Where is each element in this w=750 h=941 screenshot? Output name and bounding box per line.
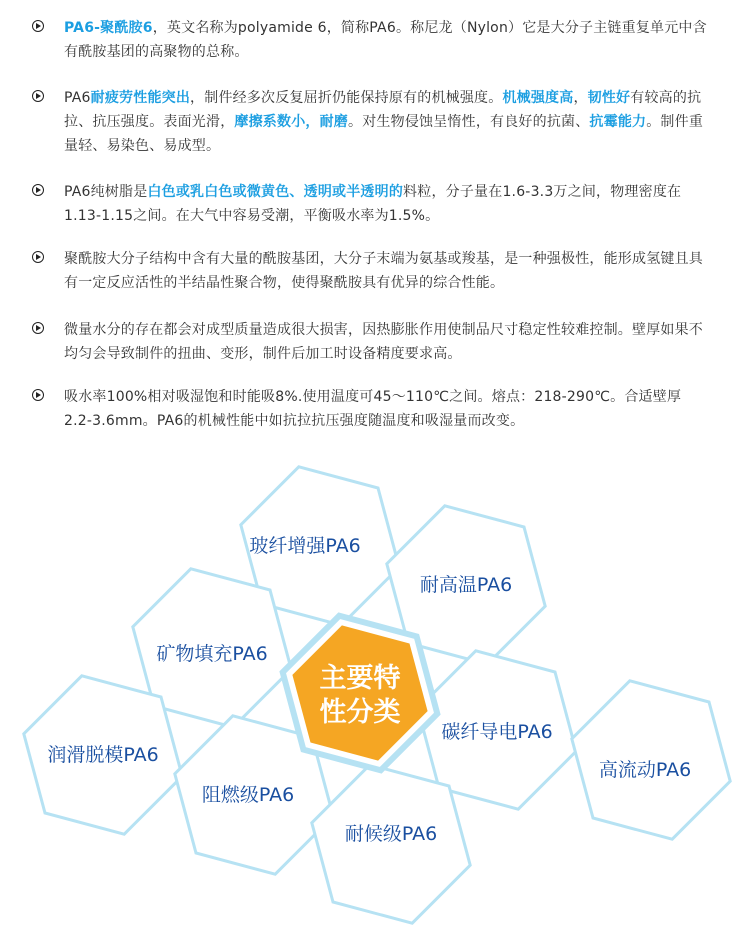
- play-circle-icon: [32, 90, 44, 102]
- paragraph-text: [64, 16, 707, 64]
- body-text: 微量水分的存在都会对成型质量造成很大损害，因热膨胀作用使制品尺寸稳定性较难控制。壁厚如果不均匀会导致制件的扭曲、变形，制件后加工时设备精度要求高。: [64, 322, 703, 362]
- body-text: 有较高的抗拉、抗压强度。表面光滑，: [64, 90, 702, 130]
- body-text: ，: [573, 90, 588, 106]
- paragraph-text: [64, 180, 707, 228]
- highlight-text: 韧性好: [587, 90, 631, 106]
- play-circle-icon: [32, 184, 44, 196]
- play-circle-icon: [32, 322, 44, 334]
- paragraph-6: [32, 385, 707, 433]
- category-label: 碳纤导电PA6: [441, 721, 553, 743]
- center-label: 性分类: [319, 697, 401, 728]
- category-label: 阻燃级PA6: [201, 784, 295, 806]
- play-circle-icon: [32, 251, 44, 263]
- body-text: 料粒，分子量在1.6-3.3万之间，物理密度在1.13-1.15之间。在大气中容易受潮，平衡吸水率为1.5%。: [64, 184, 682, 224]
- paragraph-text: [64, 385, 707, 433]
- play-circle-icon: [32, 389, 44, 401]
- body-text: 。对生物侵蚀呈惰性，有良好的抗菌、: [348, 114, 590, 130]
- category-label: 玻纤增强PA6: [249, 535, 361, 557]
- paragraph-text: [64, 247, 707, 295]
- highlight-text: 抗霉能力: [589, 114, 647, 130]
- paragraph-text: [64, 86, 707, 158]
- body-text: 聚酰胺大分子结构中含有大量的酰胺基团，大分子末端为氨基或羧基，是一种强极性，能形成氢键且具有一定反应活性的半结晶性聚合物，使得聚酰胺具有优异的综合性能。: [64, 251, 703, 291]
- body-text: PA6纯树脂是: [64, 184, 148, 200]
- paragraph-text: [64, 318, 707, 366]
- highlight-text: 耐疲劳性能突出: [90, 90, 191, 106]
- category-label: 高流动PA6: [598, 759, 692, 781]
- highlight-text: 摩擦系数小，耐磨: [234, 114, 349, 130]
- body-text: 。制件重量轻、易染色、易成型。: [64, 114, 704, 154]
- paragraph-1: [32, 16, 707, 64]
- body-text: ，制件经多次反复屈折仍能保持原有的机械强度。: [190, 90, 503, 106]
- category-label: 矿物填充PA6: [156, 643, 268, 665]
- category-label: 耐高温PA6: [419, 574, 513, 596]
- highlight-text: PA6-聚酰胺6: [64, 20, 153, 36]
- paragraph-4: [32, 247, 707, 295]
- body-text: ，英文名称为polyamide 6，简称PA6。称尼龙（Nylon）它是大分子主链重复单元中含有酰胺基团的高聚物的总称。: [64, 20, 707, 60]
- highlight-text: 机械强度高: [502, 90, 574, 106]
- paragraph-3: [32, 180, 707, 228]
- paragraph-5: [32, 318, 707, 366]
- center-label: 主要特: [319, 663, 401, 694]
- body-text: PA6: [64, 90, 91, 106]
- classification-diagram: [0, 460, 750, 941]
- category-label: 耐候级PA6: [344, 823, 438, 845]
- play-circle-icon: [32, 20, 44, 32]
- paragraph-2: [32, 86, 707, 158]
- category-label: 润滑脱模PA6: [47, 744, 159, 766]
- highlight-text: 白色或乳白色或微黄色、透明或半透明的: [147, 184, 404, 200]
- body-text: 吸水率100%相对吸湿饱和时能吸8%.使用温度可45～110℃之间。熔点：218-290℃。合适壁厚2.2-3.6mm。PA6的机械性能中如抗拉抗压强度随温度和吸湿量而改变。: [64, 389, 682, 429]
